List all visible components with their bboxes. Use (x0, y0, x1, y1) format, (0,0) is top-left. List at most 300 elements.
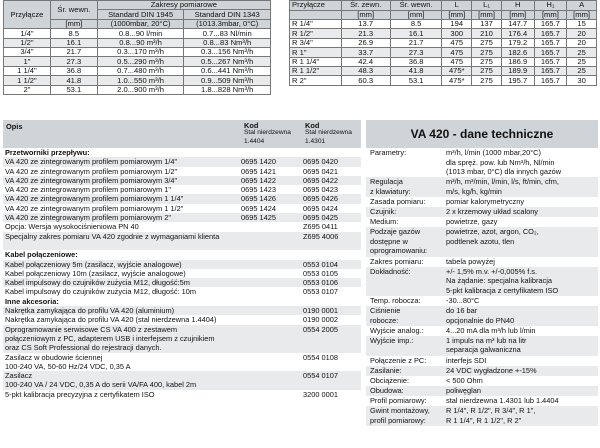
table-cell: R 1/2" (290, 29, 342, 38)
order-item-desc: Oprogramowanie serwisowe CS VA 400 z zestawem (5, 324, 177, 334)
order-item (3, 260, 361, 269)
order-item-desc: Kabel połączeniowy 10m (zasilacz, wyjście analogowe) (5, 268, 186, 278)
order-code-14404: 0695 1426 (241, 194, 276, 204)
tech-label-line: Ciśnienie (370, 306, 401, 316)
tech-value-line: R 1 1/4", R 1 1/2", R 2" (446, 415, 522, 425)
order-item (3, 315, 361, 324)
order-code-14301: 0695 0422 (303, 175, 338, 185)
order-item-desc: Zasilacz w obudowie ściennej (5, 352, 103, 362)
tech-row (366, 197, 598, 207)
tech-label-line: Obudowa: (370, 385, 404, 395)
tech-value-line: +/- 1,5% m.v. +/-0,005% f.s. (446, 266, 538, 276)
order-code-14301: 0554 0107 (303, 371, 338, 381)
order-item-desc: 5-pkt kalibracja precyzyjna z certyfikatem ISO (5, 389, 155, 399)
order-code-14404: 0695 1422 (241, 175, 276, 185)
order-item-desc: Nakrętka zamykająca do profilu VA 420 (stal nierdzewna 1.4404) (5, 315, 217, 325)
table-cell: 25 (567, 57, 597, 66)
tech-row (366, 386, 598, 396)
tech-value (446, 227, 539, 246)
table-cell: 0.7...480 m³/h (97, 66, 184, 75)
tech-value (446, 396, 559, 406)
tech-value (446, 207, 538, 217)
tech-row (366, 207, 598, 217)
order-item (3, 213, 361, 222)
table-header-unit: [mm] (390, 10, 442, 20)
table-header: Przyłącze (290, 1, 342, 11)
tech-value-line: 2 x krzemowy układ scalony (446, 207, 539, 217)
order-code-14301: 0553 0107 (303, 287, 338, 297)
order-code-14301: 0553 0106 (303, 278, 338, 288)
order-item-desc: VA 420 ze zintegrowanym profilem pomiarowym 1" (5, 185, 171, 195)
col-din1343-sub: (1013.3mbar, 0°C) (184, 19, 271, 28)
order-code-14301: Z695 4006 (303, 231, 339, 241)
header-kod1: Kod (244, 121, 259, 130)
table-cell: 20 (567, 29, 597, 38)
tech-value (446, 406, 535, 425)
header-kod2-num: 1.4301 (305, 138, 326, 145)
table-cell: 0.8...90 m³/h (97, 38, 184, 47)
tech-label-line: Wyjście analog.: (370, 325, 424, 335)
tech-label-line: dostępne w (370, 236, 408, 246)
table-cell: 27.3 (50, 57, 97, 66)
table-header-unit: [mm] (341, 10, 390, 20)
section-heading: Kabel połączeniowe: (5, 250, 78, 260)
order-item (3, 306, 361, 315)
tech-label-line: Połączenie z PC: (370, 355, 427, 365)
dimension-table (289, 0, 597, 86)
table-cell: 25 (567, 48, 597, 57)
tech-value-line: 4...20 mA dla m³/h lub l/min (446, 325, 536, 335)
order-item-desc: VA 420 ze zintegrowanym profilem pomiarowym 1/2" (5, 166, 178, 176)
order-code-14301: Z695 0411 (303, 222, 338, 232)
tech-value-line: -30...80°C (446, 295, 480, 305)
range-table (3, 0, 271, 95)
order-code-14301: 0553 0104 (303, 259, 338, 269)
tech-row (366, 326, 598, 336)
tech-value-line: dla spręż. pow. lub Nm³/h, Nl/min (446, 157, 555, 167)
order-item-desc: VA 420 ze zintegrowanym profilem pomiarowym 1 1/2" (5, 203, 184, 213)
table-cell: 475 (442, 38, 472, 47)
tech-value (446, 356, 486, 366)
col-sr-wewn: Śr. wewn. (50, 1, 97, 20)
table-cell: 0.8...90 l/min (97, 29, 184, 38)
order-item (3, 194, 361, 203)
tech-value (446, 177, 559, 196)
table-header: Śr. zewn. (341, 1, 390, 11)
table-cell: 53.1 (50, 85, 97, 94)
header-kod2-sub: Stal nierdzewna (305, 129, 352, 136)
tech-value-line: poliwęglan (446, 385, 481, 395)
tech-label-line: Profil pomiarowy: (370, 395, 427, 405)
table-header-unit: [mm] (534, 10, 567, 20)
tech-label (370, 197, 425, 207)
table-cell: 165.7 (534, 48, 567, 57)
table-cell: 275 (472, 57, 502, 66)
tech-value (446, 386, 481, 396)
tech-value-line: (1013 mbar, 0°C) dla innych gazów (446, 167, 562, 177)
table-cell: 1/4" (4, 29, 51, 38)
table-cell: 300 (442, 29, 472, 38)
tech-label (370, 356, 426, 366)
order-code-14301: 0695 0426 (303, 194, 338, 204)
tech-value (446, 366, 537, 376)
table-cell: 147.7 (501, 20, 534, 29)
tech-label (370, 217, 398, 227)
tech-row (366, 257, 598, 267)
tech-row (366, 227, 598, 256)
table-cell: 8.5 (390, 20, 442, 29)
table-row (290, 29, 597, 38)
table-cell: 275 (472, 48, 502, 57)
order-item-desc: VA 420 ze zintegrowanym profilem pomiarowym 1/4" (5, 157, 178, 167)
table-cell: 0.9...509 Nm³/h (184, 76, 271, 85)
tech-value-line: 24 VDC wygładzone +-15% (446, 365, 537, 375)
order-code-14301: 0190 0002 (303, 315, 338, 325)
table-cell: 42.4 (341, 57, 390, 66)
table-cell: 33.7 (341, 48, 390, 57)
tech-label (370, 336, 413, 346)
order-code-14301: 0695 0421 (303, 166, 338, 176)
order-item-desc: VA 420 ze zintegrowanym profilem pomiarowym 1 1/4" (5, 194, 184, 204)
order-item-desc: Zasilacz (5, 371, 33, 381)
order-list (3, 120, 361, 399)
order-item-desc: 100-240 VA, 50-60 Hz/24 VDC, 0,35 A (5, 361, 131, 371)
table-cell: 182.6 (501, 48, 534, 57)
order-item-desc: połączeniowym z PC, adapterem USB i interfejsem z czujnikiem (5, 333, 215, 343)
order-code-14301: 0695 0425 (303, 213, 338, 223)
tech-label-line: Czujnik: (370, 207, 397, 217)
header-opis: Opis (6, 122, 23, 131)
tech-row (366, 396, 598, 406)
order-code-14301: 0695 0424 (303, 203, 338, 213)
tech-label-line: z klawiatury: (370, 186, 411, 196)
tech-value-line: separacja galwaniczna (446, 345, 521, 355)
table-header: L (442, 1, 472, 11)
table-cell: R 1/4" (290, 20, 342, 29)
table-cell: 1" (4, 57, 51, 66)
order-code-14301: 0554 2005 (303, 324, 338, 334)
col-din1945-sub: (1000mbar, 20°C) (97, 19, 184, 28)
order-item-desc: VA 420 ze zintegrowanym profilem pomiarowym 3/4" (5, 175, 178, 185)
table-cell: 16.1 (50, 38, 97, 47)
order-item (3, 371, 361, 390)
order-code-14301: 0554 0108 (303, 352, 338, 362)
order-item (3, 167, 361, 176)
order-code-14404: 0695 1423 (241, 185, 276, 195)
table-cell: 179.2 (501, 38, 534, 47)
tech-label (370, 296, 421, 306)
tech-value (446, 306, 514, 325)
tech-label (370, 306, 400, 325)
table-cell: 210 (472, 29, 502, 38)
table-header: L₁ (472, 1, 502, 11)
tech-value-line: opcjonalnie do PN40 (446, 315, 515, 325)
order-item (3, 269, 361, 278)
order-item (3, 325, 361, 353)
table-cell: 165.7 (534, 20, 567, 29)
tech-label-line: robocze: (370, 315, 399, 325)
table-cell: R 1" (290, 48, 342, 57)
table-cell: 21.3 (341, 29, 390, 38)
order-code-14404: 0695 1425 (241, 213, 276, 223)
order-item (3, 185, 361, 194)
table-cell: 53.1 (390, 76, 442, 85)
tech-value (446, 197, 524, 207)
table-cell: 1.0...550 m³/h (97, 76, 184, 85)
table-cell: 275 (472, 66, 502, 75)
tech-label-line: Gwint montażowy, (370, 405, 430, 415)
tech-value-line: m³/h, l/min (1000 mbar,20°C) (446, 148, 541, 157)
tech-label-line: Medium: (370, 217, 399, 227)
table-cell: 194 (442, 20, 472, 29)
table-cell: 0.5...290 m³/h (97, 57, 184, 66)
order-item-desc: oraz CS Soft Professional do rejestracji danych. (5, 343, 162, 353)
tech-value-line: R 1/4", R 1/2", R 3/4", R 1", (446, 405, 536, 415)
tech-label (370, 207, 396, 217)
tech-value (446, 326, 536, 336)
table-cell: 41.8 (390, 66, 442, 75)
table-cell: 30 (567, 76, 597, 85)
header-kod1-sub: Stal nierdzewna (244, 129, 291, 136)
tech-label-line: oprogramowaniu: (370, 246, 428, 256)
table-cell: 0.6...441 Nm³/h (184, 66, 271, 75)
tech-data (366, 120, 598, 426)
order-code-14404: 0695 1424 (241, 203, 276, 213)
tech-value-line: do 16 bar (446, 306, 478, 316)
tech-title: VA 420 - dane techniczne (366, 120, 598, 148)
tech-row (366, 296, 598, 306)
tech-value-line: interfejs SDI (446, 355, 487, 365)
order-code-14404: 0695 1421 (241, 166, 276, 176)
tech-value-line: 1 impuls na m³ lub na litr (446, 335, 527, 345)
table-cell: 41.8 (50, 76, 97, 85)
tech-value-line: podtlenek azotu, tlen (446, 236, 515, 246)
table-cell: 137 (472, 20, 502, 29)
tech-label (370, 148, 406, 158)
table-row (4, 66, 271, 75)
tech-label-line: Parametry: (370, 148, 407, 157)
tech-label-line: Zakres pomiaru: (370, 256, 424, 266)
order-item-desc: Specjalny zakres pomiaru VA 420 zgodnie z wymaganiami klienta (5, 231, 220, 241)
table-cell: 0.3...156 Nm³/h (184, 47, 271, 56)
tech-row (366, 376, 598, 386)
table-header-unit: [mm] (501, 10, 534, 20)
table-cell: 2.0...900 m³/h (97, 85, 184, 94)
col-sr-wewn-unit: [mm] (50, 19, 97, 28)
order-code-14301: 3200 0001 (303, 389, 338, 399)
tech-row (366, 217, 598, 227)
table-row (290, 20, 597, 29)
table-header: Śr. wewn. (390, 1, 442, 11)
table-row (4, 29, 271, 38)
section-heading: Przetworniki przepływu: (5, 148, 90, 157)
order-item (3, 353, 361, 372)
tech-row (366, 148, 598, 177)
table-cell: R 2" (290, 76, 342, 85)
table-cell: 36.8 (50, 66, 97, 75)
table-cell: 475 (442, 57, 472, 66)
table-cell: 25 (567, 66, 597, 75)
col-przylacze: Przyłącze (4, 1, 51, 29)
table-header-unit: [mm] (472, 10, 502, 20)
table-cell: 27.3 (390, 48, 442, 57)
order-code-14301: 0190 0001 (303, 306, 338, 316)
tech-label (370, 366, 402, 376)
tech-value-line: m³/h, m³/min, l/min, l/s, ft/min, cfm, (446, 177, 559, 187)
table-cell: R 3/4" (290, 38, 342, 47)
table-cell: 1 1/4" (4, 66, 51, 75)
order-item-desc: Kabel impulsowy do czujników zużycia M12, długość: 10m (5, 287, 197, 297)
table-cell: R 1 1/4" (290, 57, 342, 66)
table-cell: 475 (442, 48, 472, 57)
table-cell: 16.1 (390, 29, 442, 38)
table-cell: 189.9 (501, 66, 534, 75)
tech-value (446, 336, 527, 355)
section-heading: Inne akcesoria: (5, 296, 59, 306)
order-item (3, 278, 361, 287)
order-item-desc: 100-240 VA / 24 VDC, 0,35 A do serii VA/FA 400, kabel 2m (5, 380, 197, 390)
table-cell: 1 1/2" (4, 76, 51, 85)
tech-value-line: m/s, kg/h, kg/min (446, 186, 502, 196)
tech-value (446, 217, 497, 227)
table-cell: 0.7...83 Nl/min (184, 29, 271, 38)
order-item (3, 157, 361, 166)
order-item-desc: VA 420 ze zintegrowanym profilem pomiarowym 2" (5, 213, 171, 223)
tech-row (366, 306, 598, 326)
order-item (3, 232, 361, 251)
table-cell: 165.7 (534, 38, 567, 47)
tech-value (446, 376, 483, 386)
table-cell: 36.8 (390, 57, 442, 66)
tech-label (370, 386, 404, 396)
table-header-unit: [mm] (442, 10, 472, 20)
tech-row (366, 177, 598, 197)
order-code-14301: 0695 0420 (303, 157, 338, 167)
table-cell: 0.3...170 m³/h (97, 47, 184, 56)
tech-label-line: Wyjście imp.: (370, 335, 414, 345)
tech-label (370, 376, 409, 386)
tech-value (446, 267, 558, 296)
tech-value-line: 5-pkt kalibracja z certyfikatem ISO (446, 285, 559, 295)
tech-value-line: < 500 Ohm (446, 375, 483, 385)
tech-value-line: powietrze, gazy (446, 217, 498, 227)
order-item-desc: Kabel połączeniowy 5m (zasilacz, wyjście analogowe) (5, 259, 182, 269)
tech-row (366, 356, 598, 366)
tech-value-line: stal nierdzewna 1.4301 lub 1.4404 (446, 395, 559, 405)
table-cell: 15 (567, 20, 597, 29)
table-cell: 1/2" (4, 38, 51, 47)
table-row (290, 66, 597, 75)
table-cell: 475* (442, 66, 472, 75)
tech-label-line: Temp. robocza: (370, 295, 421, 305)
table-cell: 2" (4, 85, 51, 94)
table-cell: 0.8...83 Nm³/h (184, 38, 271, 47)
tech-row (366, 366, 598, 376)
table-cell: 20 (567, 38, 597, 47)
table-cell: 195.7 (501, 76, 534, 85)
table-row (4, 38, 271, 47)
order-item (3, 287, 361, 296)
table-cell: 0.5...267 Nm³/h (184, 57, 271, 66)
tech-value (446, 257, 495, 267)
tech-row (366, 267, 598, 296)
tech-label (370, 326, 424, 336)
tech-value-line: tabela powyżej (446, 256, 495, 266)
table-cell: 21.7 (50, 47, 97, 56)
tech-value-line: pomiar kalorymetryczny (446, 196, 525, 206)
tech-value-line: Na żądanie: specjalna kalibracja (446, 276, 552, 286)
tech-label-line: profil pomiarowy: (370, 415, 426, 425)
table-row (4, 76, 271, 85)
order-code-14301: 0695 0423 (303, 185, 338, 195)
table-row (4, 85, 271, 94)
table-header: H (501, 1, 534, 11)
order-item (3, 222, 361, 231)
tech-value-line: powietrze, azot, argon, CO₂, (446, 227, 539, 237)
header-kod2: Kod (305, 121, 320, 130)
tech-row (366, 336, 598, 356)
table-row (290, 76, 597, 85)
table-cell: 48.3 (341, 66, 390, 75)
col-din1343: Standard DIN 1343 (184, 10, 271, 19)
table-cell: 21.7 (390, 38, 442, 47)
table-cell: 165.7 (534, 57, 567, 66)
order-header (3, 120, 361, 148)
order-item-desc: Nakrętka zamykająca do profilu VA 420 (aluminium) (5, 306, 175, 316)
tech-value (446, 296, 479, 306)
table-cell: 3/4" (4, 47, 51, 56)
table-row (290, 38, 597, 47)
order-code-14301: 0553 0105 (303, 268, 338, 278)
table-cell: 13.7 (341, 20, 390, 29)
col-din1945: Standard DIN 1945 (97, 10, 184, 19)
tech-label-line: Zasilanie: (370, 365, 402, 375)
table-cell: 8.5 (50, 29, 97, 38)
table-row (290, 57, 597, 66)
tech-label-line: Regulacja (370, 177, 403, 187)
tech-label (370, 406, 430, 425)
tech-label-line: Dokładność: (370, 266, 411, 276)
tech-row (366, 406, 598, 426)
table-header: H₁ (534, 1, 567, 11)
table-cell: 176.4 (501, 29, 534, 38)
table-cell: 165.7 (534, 76, 567, 85)
table-header-unit: [mm] (567, 10, 597, 20)
table-cell: 26.9 (341, 38, 390, 47)
table-row (4, 47, 271, 56)
tech-label-line: Zasada pomiaru: (370, 196, 426, 206)
table-cell: 475* (442, 76, 472, 85)
table-cell: 275 (472, 76, 502, 85)
order-code-14404: 0695 1420 (241, 157, 276, 167)
order-item (3, 176, 361, 185)
table-row (290, 48, 597, 57)
tech-label-line: Obciążenie: (370, 375, 410, 385)
order-item-desc: Opcja: Wersja wysokociśnieniowa PN 40 (5, 222, 139, 232)
order-item (3, 204, 361, 213)
table-cell: 186.9 (501, 57, 534, 66)
tech-label (370, 257, 423, 267)
table-cell: R 1 1/2" (290, 66, 342, 75)
tech-label (370, 177, 411, 196)
tech-label (370, 267, 411, 277)
table-cell: 165.7 (534, 66, 567, 75)
table-header-unit (290, 10, 342, 20)
header-kod1-num: 1.4404 (244, 138, 265, 145)
col-zakresy: Zakresy pomiarowe (97, 1, 270, 10)
table-header: A (567, 1, 597, 11)
tech-label (370, 396, 427, 406)
